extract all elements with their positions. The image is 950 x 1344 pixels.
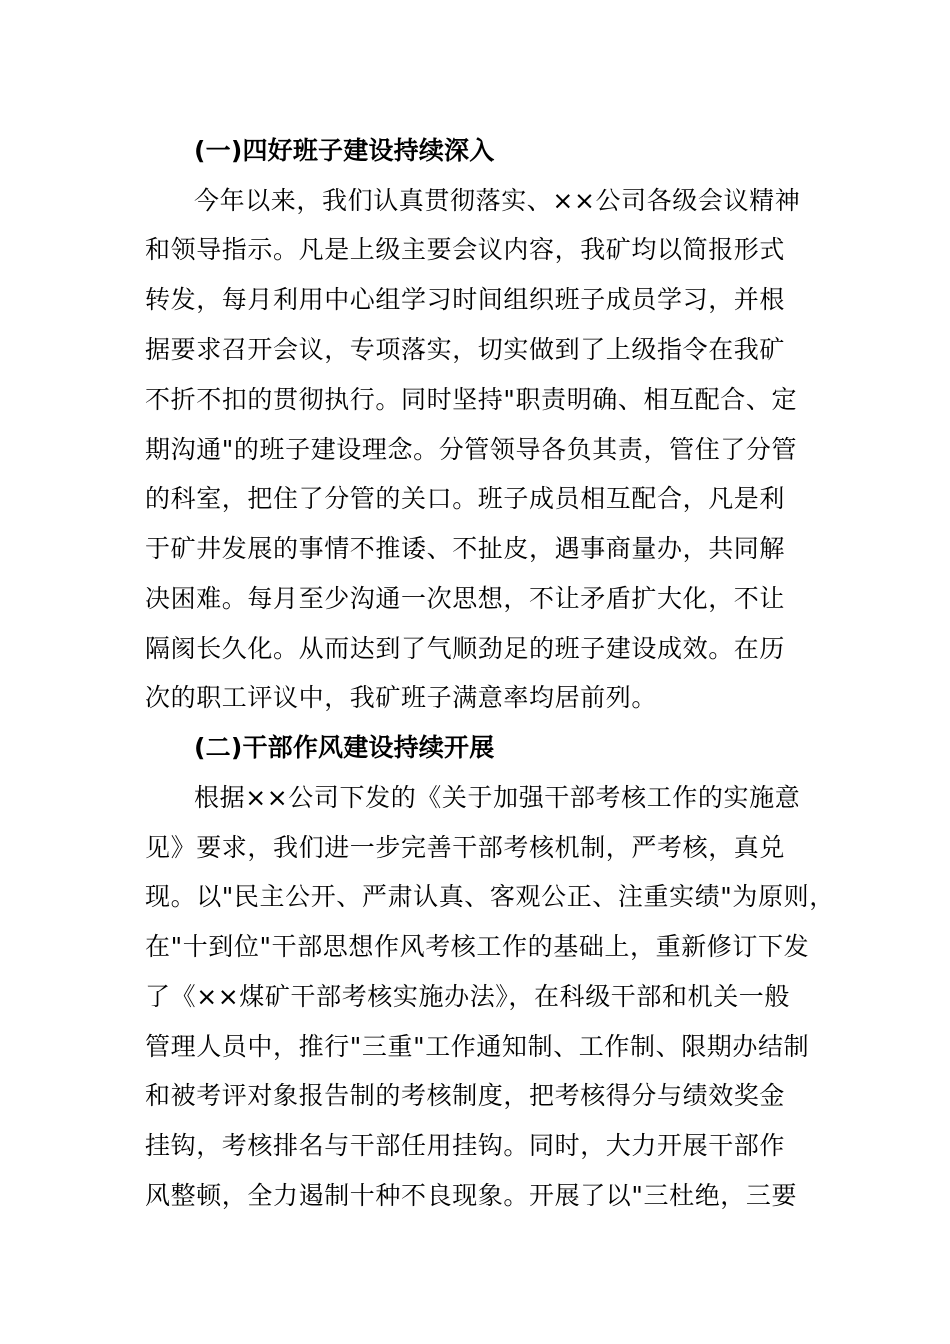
paragraph-line: 据要求召开会议，专项落实，切实做到了上级指令在我矿 [145, 335, 786, 364]
paragraph-line: 挂钩，考核排名与干部任用挂钩。同时，大力开展干部作 [145, 1131, 786, 1160]
paragraph-line: 今年以来，我们认真贯彻落实、××公司各级会议精神 [194, 186, 801, 215]
paragraph-line: 次的职工评议中，我矿班子满意率均居前列。 [145, 683, 658, 712]
paragraph-line: 期沟通"的班子建设理念。分管领导各负其责，管住了分管 [145, 435, 798, 464]
paragraph-line: 风整顿，全力遏制十种不良现象。开展了以"三杜绝，三要 [145, 1181, 798, 1210]
paragraph-line: 管理人员中，推行"三重"工作通知制、工作制、限期办结制 [145, 1032, 810, 1061]
paragraph-line: 转发，每月利用中心组学习时间组织班子成员学习，并根 [145, 285, 786, 314]
paragraph-line: 和被考评对象报告制的考核制度，把考核得分与绩效奖金 [145, 1081, 786, 1110]
paragraph-line: 于矿井发展的事情不推诿、不扯皮，遇事商量办，共同解 [145, 534, 786, 563]
paragraph-line: 决困难。每月至少沟通一次思想，不让矛盾扩大化，不让 [145, 584, 786, 613]
paragraph-line: 不折不扣的贯彻执行。同时坚持"职责明确、相互配合、定 [145, 385, 798, 414]
paragraph-line: 和领导指示。凡是上级主要会议内容，我矿均以简报形式 [145, 235, 786, 264]
paragraph-line: 见》要求，我们进一步完善干部考核机制，严考核，真兑 [145, 833, 786, 862]
paragraph-line: 的科室，把住了分管的关口。班子成员相互配合，凡是利 [145, 484, 786, 513]
section-1-heading: (一)四好班子建设持续深入 [194, 136, 495, 165]
paragraph-line: 在"十到位"干部思想作风考核工作的基础上，重新修订下发 [145, 932, 810, 961]
paragraph-line: 现。以"民主公开、严肃认真、客观公正、注重实绩"为原则， [145, 882, 835, 911]
paragraph-line: 了《××煤矿干部考核实施办法》，在科级干部和机关一般 [145, 982, 790, 1011]
section-2-heading: (二)干部作风建设持续开展 [194, 733, 495, 762]
paragraph-line: 隔阂长久化。从而达到了气顺劲足的班子建设成效。在历 [145, 634, 786, 663]
paragraph-line: 根据××公司下发的《关于加强干部考核工作的实施意 [194, 783, 801, 812]
